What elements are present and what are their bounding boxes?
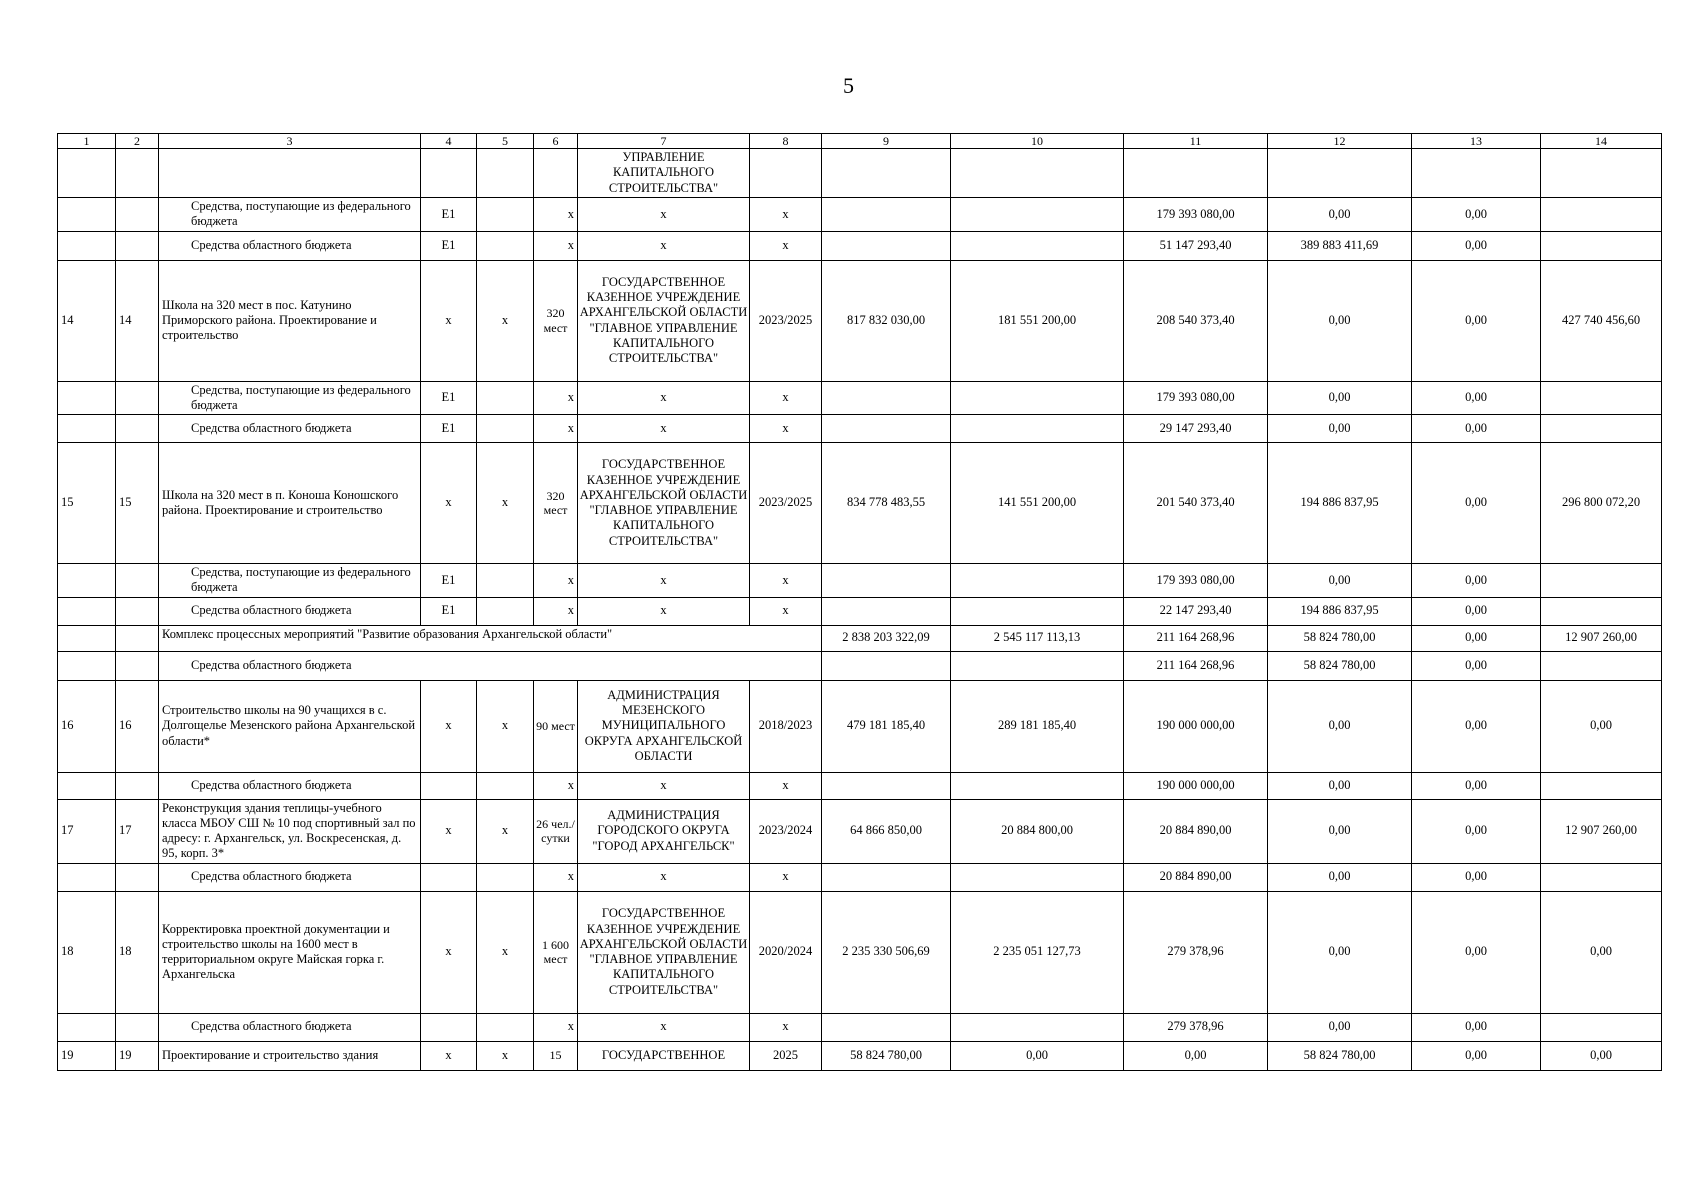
row-number: 17	[116, 799, 159, 863]
funding-source: Средства областного бюджета	[159, 863, 421, 891]
amount-cell: 194 886 837,95	[1268, 597, 1412, 625]
amount-cell: 0,00	[1268, 891, 1412, 1013]
amount-cell: 834 778 483,55	[822, 443, 951, 564]
organization-cell: ГОСУДАРСТВЕННОЕ КАЗЕННОЕ УЧРЕЖДЕНИЕ АРХАНГЕЛЬСКОЙ ОБЛАСТИ "ГЛАВНОЕ УПРАВЛЕНИЕ КАПИТАЛЬНОГО СТРОИТЕЛЬСТВА"	[578, 891, 750, 1013]
capacity-cell: х	[534, 772, 578, 799]
organization-cell: х	[578, 1013, 750, 1041]
amount-cell: 0,00	[1541, 1041, 1662, 1070]
organization-cell: х	[578, 231, 750, 260]
period-cell: х	[750, 231, 822, 260]
row-number: 14	[58, 260, 116, 381]
amount-cell: 20 884 890,00	[1124, 799, 1268, 863]
table-row-funding	[58, 415, 1662, 443]
amount-cell: 0,00	[1412, 1041, 1541, 1070]
amount-cell: 20 884 800,00	[951, 799, 1124, 863]
code-cell: х	[421, 680, 477, 772]
organization-cell: х	[578, 863, 750, 891]
amount-cell: 179 393 080,00	[1124, 381, 1268, 415]
amount-cell: 0,00	[1412, 799, 1541, 863]
amount-cell: 0,00	[951, 1041, 1124, 1070]
amount-cell: 190 000 000,00	[1124, 680, 1268, 772]
amount-cell: 0,00	[1268, 772, 1412, 799]
page-number: 5	[843, 73, 854, 98]
amount-cell: 279 378,96	[1124, 1013, 1268, 1041]
organization-cell: ГОСУДАРСТВЕННОЕ	[578, 1041, 750, 1070]
table-row-complex	[58, 651, 1662, 680]
amount-cell: 0,00	[1268, 799, 1412, 863]
amount-cell: 0,00	[1412, 772, 1541, 799]
amount-cell: 0,00	[1412, 891, 1541, 1013]
table-row-funding	[58, 564, 1662, 598]
row-number: 17	[58, 799, 116, 863]
object-name: Строительство школы на 90 учащихся в с. Долгощелье Мезенского района Архангельской области*	[159, 680, 421, 772]
period-cell: х	[750, 564, 822, 598]
organization-cell: АДМИНИСТРАЦИЯ МЕЗЕНСКОГО МУНИЦИПАЛЬНОГО ОКРУГА АРХАНГЕЛЬСКОЙ ОБЛАСТИ	[578, 680, 750, 772]
amount-cell: 211 164 268,96	[1124, 625, 1268, 651]
column-header-row	[58, 134, 1662, 149]
code-cell: Е1	[421, 415, 477, 443]
table-row-funding	[58, 231, 1662, 260]
code-cell: х	[477, 443, 534, 564]
row-number: 18	[116, 891, 159, 1013]
organization-cell: х	[578, 772, 750, 799]
row-number: 15	[116, 443, 159, 564]
amount-cell: 181 551 200,00	[951, 260, 1124, 381]
amount-cell: 0,00	[1412, 564, 1541, 598]
column-header: 5	[477, 134, 534, 149]
amount-cell: 201 540 373,40	[1124, 443, 1268, 564]
table-row-item	[58, 1041, 1662, 1070]
period-cell: 2023/2025	[750, 260, 822, 381]
amount-cell: 2 838 203 322,09	[822, 625, 951, 651]
amount-cell: 389 883 411,69	[1268, 231, 1412, 260]
column-header: 14	[1541, 134, 1662, 149]
amount-cell: 22 147 293,40	[1124, 597, 1268, 625]
capacity-cell: 26 чел./сутки	[534, 799, 578, 863]
capacity-cell: х	[534, 231, 578, 260]
amount-cell: 194 886 837,95	[1268, 443, 1412, 564]
amount-cell: 0,00	[1412, 680, 1541, 772]
capacity-cell: 90 мест	[534, 680, 578, 772]
code-cell: х	[477, 1041, 534, 1070]
code-cell: Е1	[421, 381, 477, 415]
table-row-funding	[58, 198, 1662, 232]
capacity-cell: 320 мест	[534, 443, 578, 564]
object-name: Корректировка проектной документации и строительство школы на 1600 мест в территориальном округе Майская горка г. Архангельска	[159, 891, 421, 1013]
amount-cell: 2 235 051 127,73	[951, 891, 1124, 1013]
organization-cell: х	[578, 597, 750, 625]
amount-cell: 0,00	[1412, 625, 1541, 651]
amount-cell: 0,00	[1268, 564, 1412, 598]
complex-title: Комплекс процессных мероприятий "Развитие образования Архангельской области"	[159, 625, 822, 651]
funding-source: Средства, поступающие из федерального бюджета	[159, 564, 421, 598]
funding-source: Средства областного бюджета	[159, 772, 421, 799]
amount-cell: 0,00	[1124, 1041, 1268, 1070]
capacity-cell: 15	[534, 1041, 578, 1070]
amount-cell: 12 907 260,00	[1541, 799, 1662, 863]
amount-cell: 0,00	[1268, 863, 1412, 891]
amount-cell: 0,00	[1412, 415, 1541, 443]
capacity-cell: х	[534, 381, 578, 415]
capacity-cell: 1 600 мест	[534, 891, 578, 1013]
table-row-item	[58, 799, 1662, 863]
period-cell: 2023/2025	[750, 443, 822, 564]
column-header: 12	[1268, 134, 1412, 149]
organization-cell: х	[578, 415, 750, 443]
amount-cell: 64 866 850,00	[822, 799, 951, 863]
column-header: 1	[58, 134, 116, 149]
amount-cell: 190 000 000,00	[1124, 772, 1268, 799]
table-row-funding	[58, 597, 1662, 625]
funding-source: Средства областного бюджета	[159, 231, 421, 260]
column-header: 9	[822, 134, 951, 149]
object-name: Школа на 320 мест в п. Коноша Коношского района. Проектирование и строительство	[159, 443, 421, 564]
amount-cell: 296 800 072,20	[1541, 443, 1662, 564]
amount-cell: 0,00	[1268, 415, 1412, 443]
code-cell: Е1	[421, 564, 477, 598]
amount-cell: 0,00	[1541, 891, 1662, 1013]
column-header: 2	[116, 134, 159, 149]
row-number: 19	[116, 1041, 159, 1070]
amount-cell: 279 378,96	[1124, 891, 1268, 1013]
amount-cell: 208 540 373,40	[1124, 260, 1268, 381]
organization-cell: УПРАВЛЕНИЕ КАПИТАЛЬНОГО СТРОИТЕЛЬСТВА"	[578, 149, 750, 198]
amount-cell: 2 545 117 113,13	[951, 625, 1124, 651]
amount-cell: 0,00	[1412, 381, 1541, 415]
amount-cell: 0,00	[1412, 597, 1541, 625]
code-cell: х	[477, 260, 534, 381]
organization-cell: АДМИНИСТРАЦИЯ ГОРОДСКОГО ОКРУГА "ГОРОД АРХАНГЕЛЬСК"	[578, 799, 750, 863]
period-cell: 2023/2024	[750, 799, 822, 863]
table-row-funding	[58, 863, 1662, 891]
organization-cell: х	[578, 381, 750, 415]
organization-cell: ГОСУДАРСТВЕННОЕ КАЗЕННОЕ УЧРЕЖДЕНИЕ АРХАНГЕЛЬСКОЙ ОБЛАСТИ "ГЛАВНОЕ УПРАВЛЕНИЕ КАПИТАЛЬНОГО СТРОИТЕЛЬСТВА"	[578, 260, 750, 381]
investment-table	[57, 133, 1662, 1071]
column-header: 8	[750, 134, 822, 149]
funding-source: Средства, поступающие из федерального бюджета	[159, 381, 421, 415]
row-number: 14	[116, 260, 159, 381]
object-name: Реконструкция здания теплицы-учебного класса МБОУ СШ № 10 под спортивный зал по адресу: г. Архангельск, ул. Воскресенская, д. 95, корп. 3*	[159, 799, 421, 863]
funding-source: Средства областного бюджета	[159, 1013, 421, 1041]
amount-cell: 2 235 330 506,69	[822, 891, 951, 1013]
amount-cell: 817 832 030,00	[822, 260, 951, 381]
column-header: 4	[421, 134, 477, 149]
amount-cell: 289 181 185,40	[951, 680, 1124, 772]
period-cell: 2020/2024	[750, 891, 822, 1013]
row-number: 16	[58, 680, 116, 772]
code-cell: х	[421, 891, 477, 1013]
row-number: 15	[58, 443, 116, 564]
capacity-cell: 320 мест	[534, 260, 578, 381]
amount-cell: 0,00	[1412, 260, 1541, 381]
column-header: 11	[1124, 134, 1268, 149]
amount-cell: 51 147 293,40	[1124, 231, 1268, 260]
amount-cell: 0,00	[1268, 680, 1412, 772]
period-cell: х	[750, 1013, 822, 1041]
code-cell: х	[477, 891, 534, 1013]
amount-cell: 0,00	[1412, 443, 1541, 564]
capacity-cell: х	[534, 597, 578, 625]
row-number: 16	[116, 680, 159, 772]
organization-cell: ГОСУДАРСТВЕННОЕ КАЗЕННОЕ УЧРЕЖДЕНИЕ АРХАНГЕЛЬСКОЙ ОБЛАСТИ "ГЛАВНОЕ УПРАВЛЕНИЕ КАПИТАЛЬНОГО СТРОИТЕЛЬСТВА"	[578, 443, 750, 564]
code-cell: х	[477, 680, 534, 772]
object-name: Проектирование и строительство здания	[159, 1041, 421, 1070]
table-row-item	[58, 891, 1662, 1013]
period-cell: х	[750, 415, 822, 443]
amount-cell: 179 393 080,00	[1124, 564, 1268, 598]
table-row-complex	[58, 625, 1662, 651]
table-row-item	[58, 260, 1662, 381]
period-cell: х	[750, 863, 822, 891]
capacity-cell: х	[534, 863, 578, 891]
amount-cell: 0,00	[1268, 1013, 1412, 1041]
amount-cell: 58 824 780,00	[1268, 1041, 1412, 1070]
amount-cell: 0,00	[1412, 1013, 1541, 1041]
code-cell: Е1	[421, 231, 477, 260]
funding-source: Средства областного бюджета	[159, 651, 822, 680]
period-cell: х	[750, 381, 822, 415]
period-cell: х	[750, 198, 822, 232]
code-cell: х	[421, 1041, 477, 1070]
column-header: 13	[1412, 134, 1541, 149]
amount-cell: 12 907 260,00	[1541, 625, 1662, 651]
amount-cell: 427 740 456,60	[1541, 260, 1662, 381]
amount-cell: 58 824 780,00	[822, 1041, 951, 1070]
table-row-funding	[58, 772, 1662, 799]
amount-cell: 0,00	[1268, 381, 1412, 415]
continuation-row	[58, 149, 1662, 198]
table-body	[58, 134, 1662, 1071]
period-cell: 2018/2023	[750, 680, 822, 772]
period-cell: х	[750, 772, 822, 799]
object-name: Школа на 320 мест в пос. Катунино Приморского района. Проектирование и строительство	[159, 260, 421, 381]
code-cell: Е1	[421, 198, 477, 232]
amount-cell: 0,00	[1412, 651, 1541, 680]
period-cell: х	[750, 597, 822, 625]
amount-cell: 141 551 200,00	[951, 443, 1124, 564]
amount-cell: 58 824 780,00	[1268, 625, 1412, 651]
capacity-cell: х	[534, 198, 578, 232]
amount-cell: 0,00	[1412, 231, 1541, 260]
funding-source: Средства, поступающие из федерального бюджета	[159, 198, 421, 232]
row-number: 18	[58, 891, 116, 1013]
amount-cell: 58 824 780,00	[1268, 651, 1412, 680]
table-row-funding	[58, 1013, 1662, 1041]
funding-source: Средства областного бюджета	[159, 597, 421, 625]
amount-cell: 0,00	[1268, 198, 1412, 232]
column-header: 3	[159, 134, 421, 149]
code-cell: х	[421, 443, 477, 564]
amount-cell: 0,00	[1412, 198, 1541, 232]
table-row-item	[58, 680, 1662, 772]
code-cell: х	[477, 799, 534, 863]
column-header: 6	[534, 134, 578, 149]
amount-cell: 29 147 293,40	[1124, 415, 1268, 443]
amount-cell: 479 181 185,40	[822, 680, 951, 772]
table-row-funding	[58, 381, 1662, 415]
organization-cell: х	[578, 198, 750, 232]
capacity-cell: х	[534, 564, 578, 598]
code-cell: х	[421, 799, 477, 863]
amount-cell: 211 164 268,96	[1124, 651, 1268, 680]
amount-cell: 20 884 890,00	[1124, 863, 1268, 891]
organization-cell: х	[578, 564, 750, 598]
capacity-cell: х	[534, 415, 578, 443]
amount-cell: 0,00	[1541, 680, 1662, 772]
period-cell: 2025	[750, 1041, 822, 1070]
table-row-item	[58, 443, 1662, 564]
column-header: 10	[951, 134, 1124, 149]
code-cell: Е1	[421, 597, 477, 625]
capacity-cell: х	[534, 1013, 578, 1041]
code-cell: х	[421, 260, 477, 381]
amount-cell: 179 393 080,00	[1124, 198, 1268, 232]
funding-source: Средства областного бюджета	[159, 415, 421, 443]
amount-cell: 0,00	[1268, 260, 1412, 381]
row-number: 19	[58, 1041, 116, 1070]
column-header: 7	[578, 134, 750, 149]
amount-cell: 0,00	[1412, 863, 1541, 891]
